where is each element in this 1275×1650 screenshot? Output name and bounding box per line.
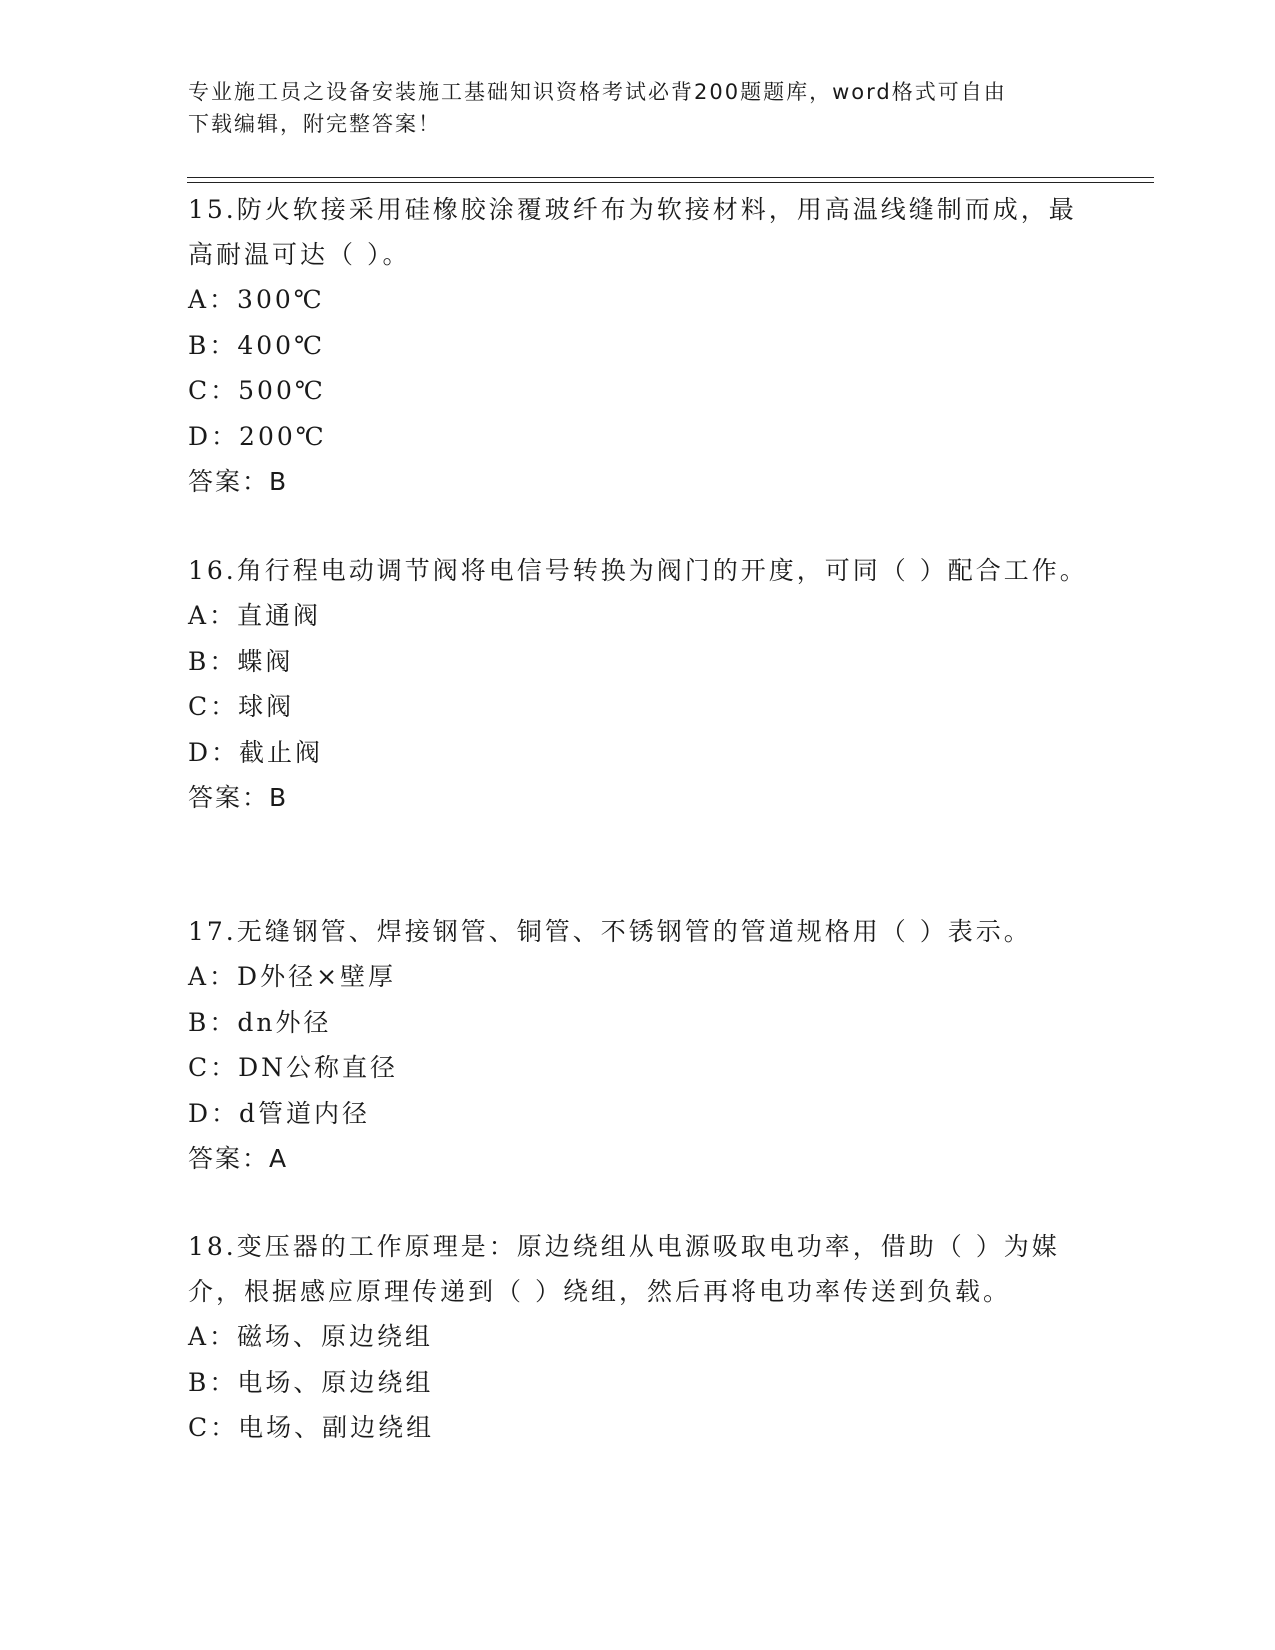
answer-line: 答案：B: [188, 467, 289, 496]
option-a: A：磁场、原边绕组: [188, 1322, 434, 1351]
question-16: [188, 548, 1088, 820]
question-stem: 17.无缝钢管、焊接钢管、铜管、不锈钢管的管道规格用（ ）表示。: [188, 917, 1032, 946]
header-divider-top: [187, 177, 1154, 178]
option-c: C：DN公称直径: [188, 1053, 399, 1082]
document-header: [188, 76, 1078, 140]
option-d: D：200℃: [188, 421, 327, 451]
question-17: [188, 909, 1088, 1181]
option-b: B：dn外径: [188, 1007, 332, 1037]
option-b: B：电场、原边绕组: [188, 1367, 434, 1397]
answer-line: 答案：B: [188, 783, 289, 812]
option-a: A：D外径×壁厚: [188, 962, 397, 991]
option-a: A：直通阀: [188, 601, 322, 630]
option-d: D：截止阀: [188, 737, 324, 767]
option-d: D：d管道内径: [188, 1098, 371, 1128]
question-stem: 16.角行程电动调节阀将电信号转换为阀门的开度，可同（ ）配合工作。: [188, 556, 1088, 585]
question-stem: 15.防火软接采用硅橡胶涂覆玻纤布为软接材料，用高温线缝制而成，最高耐温可达（ ）。: [188, 195, 1077, 269]
option-b: B：400℃: [188, 330, 326, 360]
header-line-2: 下载编辑，附完整答案！: [188, 112, 441, 136]
question-stem: 18.变压器的工作原理是：原边绕组从电源吸取电功率，借助（ ）为媒介，根据感应原理传递到（ ）绕组，然后再将电功率传送到负载。: [188, 1232, 1060, 1306]
answer-line: 答案：A: [188, 1144, 289, 1173]
question-18: [188, 1224, 1088, 1451]
header-line-1: 专业施工员之设备安装施工基础知识资格考试必背200题题库，word格式可自由: [188, 80, 1007, 104]
option-c: C：500℃: [188, 376, 326, 405]
option-b: B：蝶阀: [188, 646, 294, 676]
option-c: C：球阀: [188, 692, 295, 721]
option-c: C：电场、副边绕组: [188, 1413, 435, 1442]
question-15: [188, 187, 1088, 504]
header-divider-bottom: [187, 182, 1154, 183]
option-a: A：300℃: [188, 285, 325, 314]
